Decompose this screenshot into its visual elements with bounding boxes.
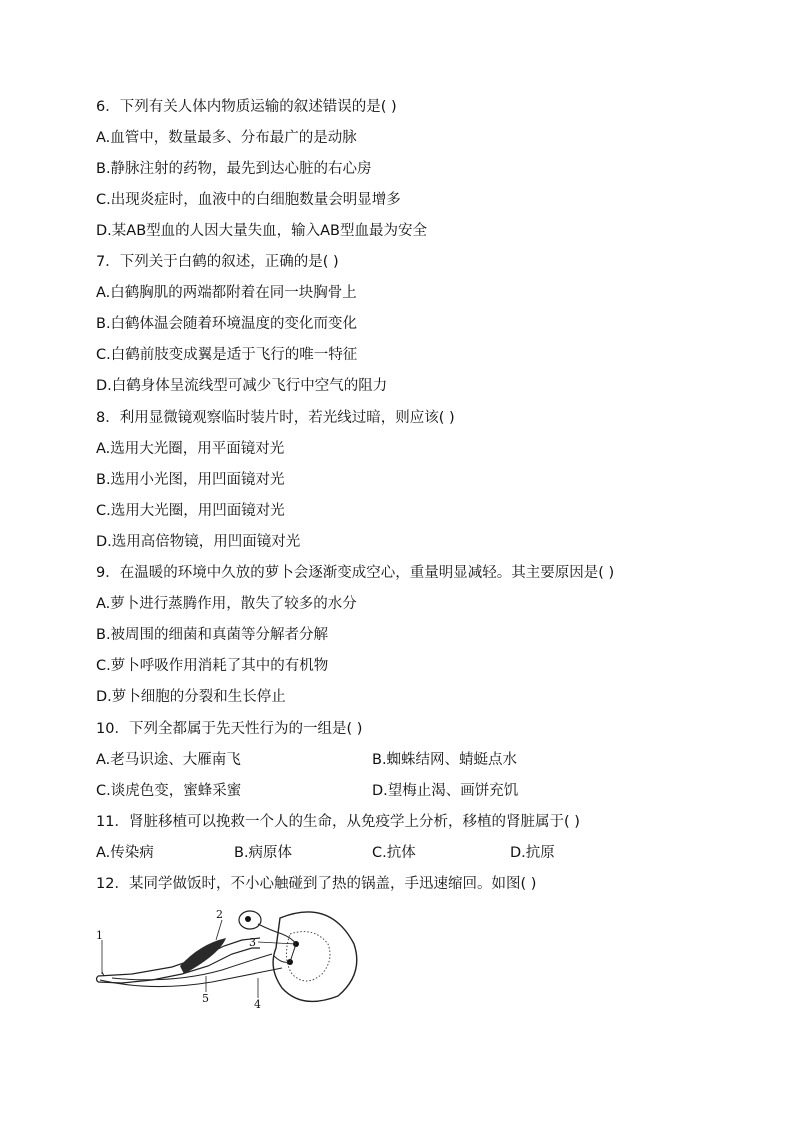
question-7-option-a: A.白鹤胸肌的两端都附着在同一块胸骨上 [96, 285, 357, 301]
question-10-option-c: C.谈虎色变，蜜蜂采蜜 [96, 783, 242, 799]
question-6-option-c: C.出现炎症时，血液中的白细胞数量会明显增多 [96, 192, 401, 208]
fingertip-outline [97, 976, 99, 982]
question-7-stem: 7．下列关于白鹤的叙述，正确的是( ) [96, 254, 339, 270]
question-11-option-a: A.传染病 [96, 845, 154, 861]
question-11-options-row [96, 843, 696, 863]
question-12-stem: 12．某同学做饭时，不小心触碰到了热的锅盖，手迅速缩回。如图( ) [96, 876, 537, 892]
gray-matter [286, 932, 330, 981]
figure-label-5: 5 [202, 992, 209, 1005]
question-10-options-row-2 [96, 781, 696, 801]
question-10-option-d: D.望梅止渴、画饼充饥 [372, 783, 519, 799]
question-9-option-b: B.被周围的细菌和真菌等分解者分解 [96, 627, 329, 643]
question-11-stem: 11．肾脏移植可以挽救一个人的生命，从免疫学上分析，移植的肾脏属于( ) [96, 814, 580, 830]
question-9-option-d: D.萝卜细胞的分裂和生长停止 [96, 689, 286, 705]
question-6-option-b: B.静脉注射的药物，最先到达心脏的右心房 [96, 161, 372, 177]
question-8-option-a: A.选用大光圈，用平面镜对光 [96, 441, 285, 457]
question-7-option-c: C.白鹤前肢变成翼是适于飞行的唯一特征 [96, 347, 358, 363]
question-6-option-a: A.血管中，数量最多、分布最广的是动脉 [96, 130, 357, 146]
effector-muscle [180, 938, 226, 974]
figure-label-3: 3 [249, 936, 256, 949]
arm-upper-outline [98, 938, 260, 976]
question-8-option-b: B.选用小光图，用凹面镜对光 [96, 472, 285, 488]
question-9-stem: 9．在温暖的环境中久放的萝卜会逐渐变成空心，重量明显减轻。其主要原因是( ) [96, 565, 615, 581]
figure-label-2: 2 [216, 908, 223, 921]
question-6-stem: 6．下列有关人体内物质运输的叙述错误的是( ) [96, 99, 397, 115]
question-10-stem: 10．下列全都属于先天性行为的一组是( ) [96, 721, 363, 737]
question-7-option-b: B.白鹤体温会随着环境温度的变化而变化 [96, 316, 358, 332]
question-11-option-c: C.抗体 [372, 845, 416, 861]
figure-label-4: 4 [254, 998, 261, 1011]
question-10-option-b: B.蜘蛛结网、蜻蜓点水 [372, 752, 518, 768]
question-9-option-a: A.萝卜进行蒸腾作用，散失了较多的水分 [96, 596, 357, 612]
question-9-option-c: C.萝卜呼吸作用消耗了其中的有机物 [96, 658, 329, 674]
question-8-option-c: C.选用大光圈，用凹面镜对光 [96, 503, 285, 519]
figure-label-1: 1 [96, 929, 103, 942]
leader-line-2 [216, 920, 222, 940]
reflex-arc-figure [92, 904, 364, 1012]
question-8-stem: 8．利用显微镜观察临时装片时，若光线过暗，则应该( ) [96, 410, 455, 426]
question-8-option-d: D.选用高倍物镜，用凹面镜对光 [96, 534, 301, 550]
question-6-option-d: D.某AB型血的人因大量失血，输入AB型血最为安全 [96, 223, 428, 239]
ganglion-cell-body [245, 916, 251, 922]
question-11-option-b: B.病原体 [234, 845, 293, 861]
question-7-option-d: D.白鹤身体呈流线型可减少飞行中空气的阻力 [96, 378, 388, 394]
spinal-cord-outline [273, 912, 357, 1002]
question-10-options-row-1 [96, 750, 696, 770]
question-11-option-d: D.抗原 [510, 845, 555, 861]
question-10-option-a: A.老马识途、大雁南飞 [96, 752, 241, 768]
